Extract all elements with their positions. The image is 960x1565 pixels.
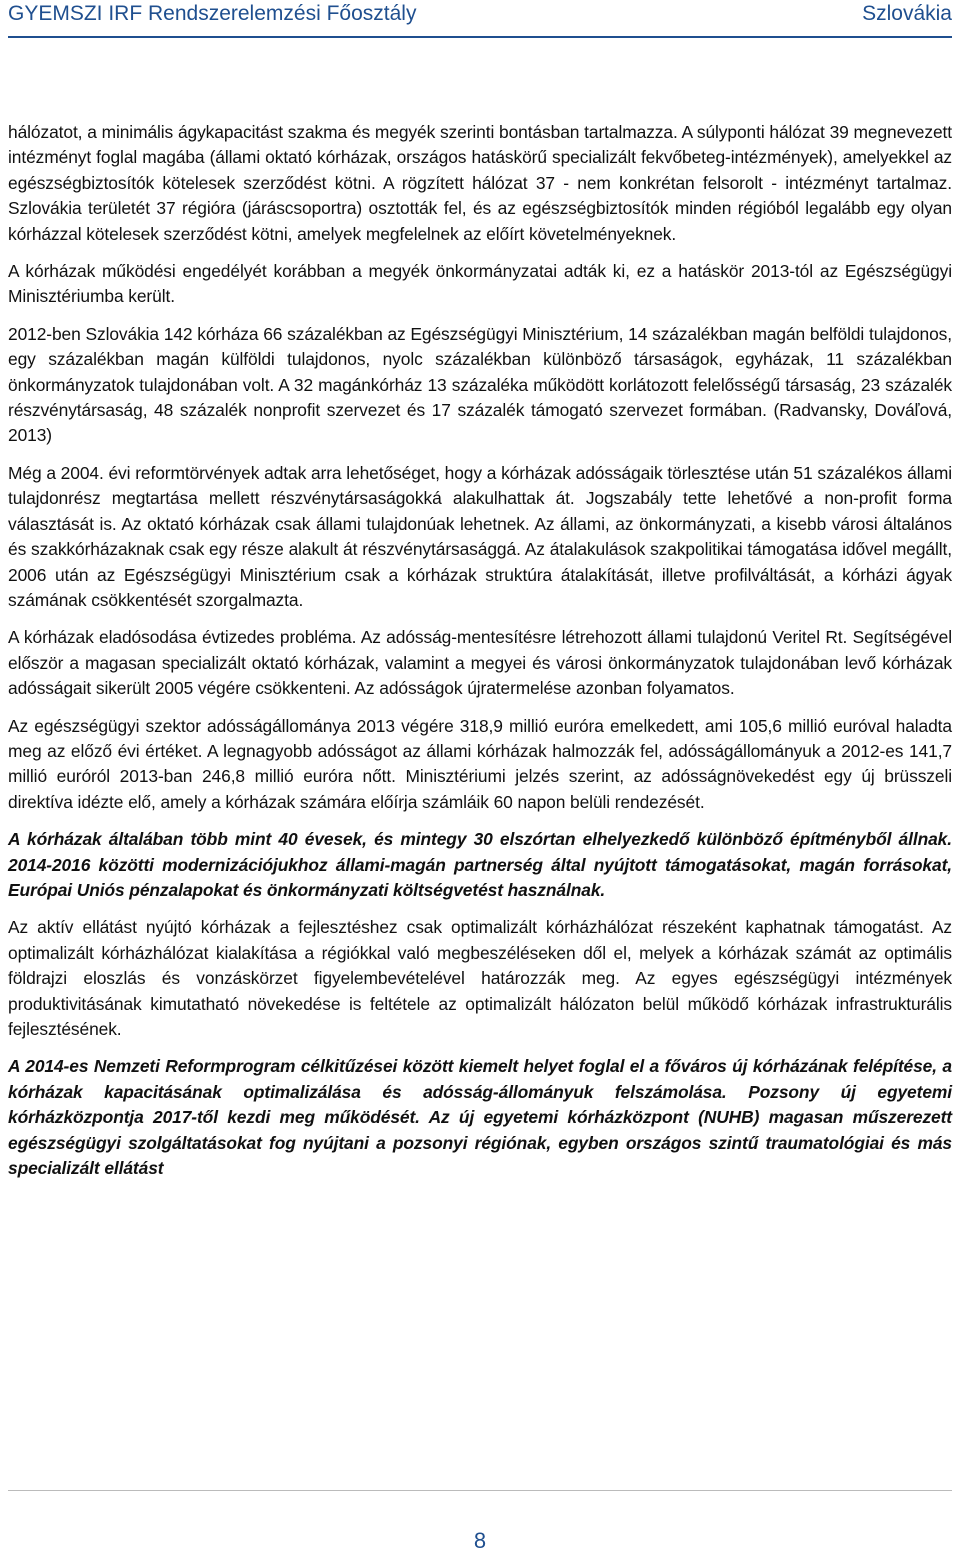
page-number: 8 [473,1528,487,1553]
paragraph-optimized-network: Az aktív ellátást nyújtó kórházak a fejlesztéshez csak optimalizált kórházhálózat részeként kaphatnak támogatást. Az optimalizált kórházhálózat kialakítása a régiókkal való megbeszéléseken dől el, melyek a kórházak számát az optimális földrajzi eloszlás és vonzáskörzet figyelembevételével határozzák meg. Az egyes egészségügyi intézmények produktivitásának kimutatható növekedése is feltétele az optimalizált hálózaton belül működő kórházak infrastrukturális fejlesztésének. [8,917,952,1039]
header-divider [8,36,952,38]
paragraph-licensing: A kórházak működési engedélyét korábban a megyék önkormányzatai adták ki, ez a hatáskör 2013-tól az Egészségügyi Minisztériumba került. [8,261,952,307]
document-body [8,120,952,1193]
paragraph-reform: Még a 2004. évi reformtörvények adtak arra lehetőséget, hogy a kórházak adósságaik törlesztése után 51 százalékos állami tulajdonrész megtartása mellett részvénytársaságokká alakulhattak át. Jogszabály tette lehetővé a non-profit forma választását is. Az oktató kórházak csak állami tulajdonúak lehetnek. Az állami, az önkormányzati, a kisebb városi általános és szakkórházaknak csak egy része alakult át részvénytársasággá. Az átalakulások szakpolitikai támogatása idővel megállt, 2006 után az Egészségügyi Minisztérium csak a kórházak struktúra átalakítását, illetve profilváltását, a kórházi ágyak számának csökkentését szorgalmazta. [8,462,952,610]
paragraph-reform-program: A 2014-es Nemzeti Reformprogram célkitűzései között kiemelt helyet foglal el a főváros új kórházának felépítése, a kórházak kapacitásának optimalizálása és adósság-állományuk felszámolása. Pozsony új egyetemi kórházközpontja 2017-től kezdi meg működését. Az új egyetemi kórházközpont (NUHB) magasan műszerezett egészségügyi szolgáltatásokat fog nyújtani a pozsonyi régiónak, egyben országos szintű traumatológiai és más specializált ellátást [8,1056,952,1179]
paragraph-indebtedness: A kórházak eladósodása évtizedes probléma. Az adósság-mentesítésre létrehozott állami tulajdonú Veritel Rt. Segítségével először a magasan specializált oktató kórházak, valamint a megyei és városi önkormányzatok tulajdonában levő kórházak adósságait sikerült 2005 végére csökkenteni. Az adósságok újratermelése azonban folyamatos. [8,627,952,699]
footer-divider [8,1490,952,1491]
paragraph-ownership: 2012-ben Szlovákia 142 kórháza 66 százalékban az Egészségügyi Minisztérium, 14 százalékban magán belföldi tulajdonos, egy százalékban magán külföldi tulajdonos, nyolc százalékban különböző társaságok, egyházak, 11 százalékban önkormányzatok tulajdonában volt. A 32 magánkórház 13 százaléka működött korlátozott felelősségű társaság, 23 százalék részvénytársaság, 48 százalék nonprofit szervezet és 17 százalék támogató szervezet formában. (Radvansky, Dováľová, 2013) [8,323,952,446]
page-header [8,0,952,34]
paragraph-hospital-age: A kórházak általában több mint 40 évesek, és mintegy 30 elszórtan elhelyezkedő különböző építményből állnak. 2014-2016 közötti modernizációjukhoz állami-magán partnerség által nyújtott támogatásokat, magán forrásokat, Európai Uniós pénzalapokat és önkormányzati költségvetést használnak. [8,829,952,900]
header-country: Szlovákia [862,2,952,25]
paragraph-network: hálózatot, a minimális ágykapacitást szakma és megyék szerinti bontásban tartalmazza. A súlyponti hálózat 39 megnevezett intézményt foglal magába (állami oktató kórházak, országos hatáskörű specializált fekvőbeteg-intézmények), amelyekkel az egészségbiztosítók kötelesek szerződést kötni. A rögzített hálózat 37 - nem konkrétan felsorolt - intézményt tartalmaz. Szlovákia területét 37 régióra (járáscsoportra) osztották fel, és az egészségbiztosítók minden régióból legalább egy olyan kórházzal kötelesek szerződést kötni, amelyek megfelelnek az előírt követelményeknek. [8,122,952,244]
header-department: GYEMSZI IRF Rendszerelemzési Főosztály [8,2,417,25]
paragraph-debt-stock: Az egészségügyi szektor adósságállománya 2013 végére 318,9 millió euróra emelkedett, ami 105,6 millió euróval haladta meg az előző évi értéket. A legnagyobb adósságot az állami kórházak halmozzák fel, adósságállományuk a 2012-es 141,7 millió euróról 2013-ban 246,8 millió euróra nőtt. Minisztériumi jelzés szerint, az adósságnövekedést egy új brüsszeli direktíva idézte elő, amely a kórházak számára előírja számláik 60 napon belüli rendezését. [8,715,952,812]
